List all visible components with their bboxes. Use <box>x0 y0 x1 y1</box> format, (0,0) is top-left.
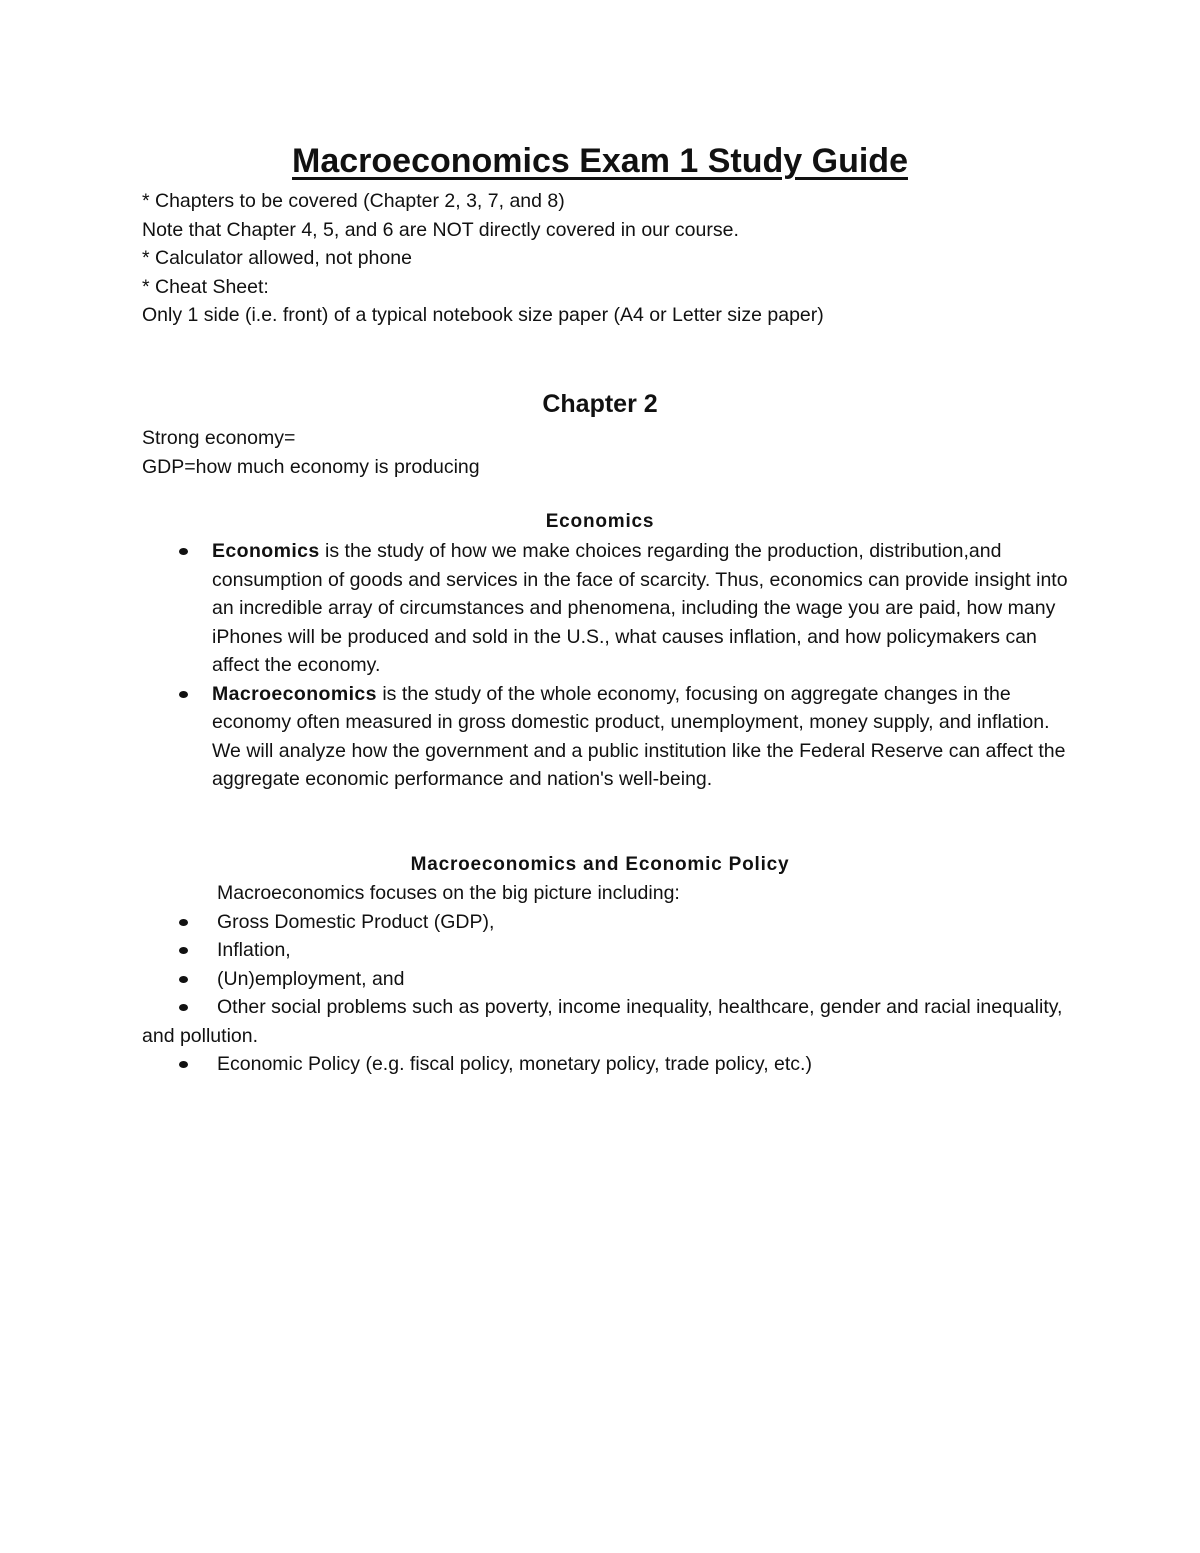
definition-text: is the study of the whole economy, focusing on aggregate changes in the economy often measured in gross domestic product, unemployment, money supply, and inflation. We will analyze how the government and a public institution like the Federal Reserve can affect the aggregate economic performance and nation's well-being. <box>212 682 1066 790</box>
policy-section <box>142 879 1082 1079</box>
exam-info-line: Note that Chapter 4, 5, and 6 are NOT directly covered in our course. <box>142 218 739 241</box>
list-item-text: Inflation, <box>217 939 291 961</box>
document-title: Macroeconomics Exam 1 Study Guide <box>292 142 908 180</box>
exam-info-line: * Chapters to be covered (Chapter 2, 3, 7, and 8) <box>142 190 565 212</box>
exam-info <box>142 187 1072 330</box>
list-item <box>172 680 1072 794</box>
bullet-icon <box>179 691 188 698</box>
list-item <box>142 936 1082 965</box>
exam-info-line: * Cheat Sheet: <box>142 275 269 298</box>
bullet-icon <box>179 1004 188 1011</box>
chapter-note-line: Strong economy= <box>142 427 296 449</box>
list-item-text: (Un)employment, and <box>217 967 405 990</box>
economics-section-heading: Economics <box>545 511 655 532</box>
list-item <box>172 537 1072 680</box>
chapter-heading: Chapter 2 <box>542 390 658 418</box>
list-item <box>142 908 1082 937</box>
definition-term: Economics <box>212 540 320 562</box>
list-item-text: Other social problems such as poverty, income inequality, healthcare, gender and racial inequality, and pollution. <box>142 996 1063 1047</box>
exam-info-line: Only 1 side (i.e. front) of a typical notebook size paper (A4 or Letter size paper) <box>142 304 824 326</box>
bullet-icon <box>179 919 188 926</box>
bullet-icon <box>179 1061 188 1068</box>
list-item <box>142 965 1082 994</box>
economics-definition-list <box>172 537 1072 794</box>
definition-term: Macroeconomics <box>212 682 377 705</box>
policy-lead-text: Macroeconomics focuses on the big picture including: <box>217 882 680 904</box>
list-item-text: Gross Domestic Product (GDP), <box>217 910 495 933</box>
definition-text: is the study of how we make choices regarding the production, distribution,and consumption of goods and services in the face of scarcity. Thus, economics can provide insight into an incredible array of circumstances and phenomena, including the wage you are paid, how many iPhones will be produced and sold in the U.S., what causes inflation, and how policymakers can affect the economy. <box>212 540 1068 676</box>
chapter-note-line: GDP=how much economy is producing <box>142 455 480 478</box>
list-item <box>142 1050 1082 1079</box>
policy-section-heading: Macroeconomics and Economic Policy <box>410 854 790 875</box>
exam-info-line: * Calculator allowed, not phone <box>142 247 412 269</box>
bullet-icon <box>179 976 188 983</box>
chapter-notes <box>142 424 480 481</box>
list-item <box>142 993 1082 1050</box>
bullet-icon <box>179 548 188 555</box>
list-item-text: Economic Policy (e.g. fiscal policy, monetary policy, trade policy, etc.) <box>217 1053 812 1075</box>
bullet-icon <box>179 947 188 954</box>
policy-topic-list <box>142 908 1082 1079</box>
